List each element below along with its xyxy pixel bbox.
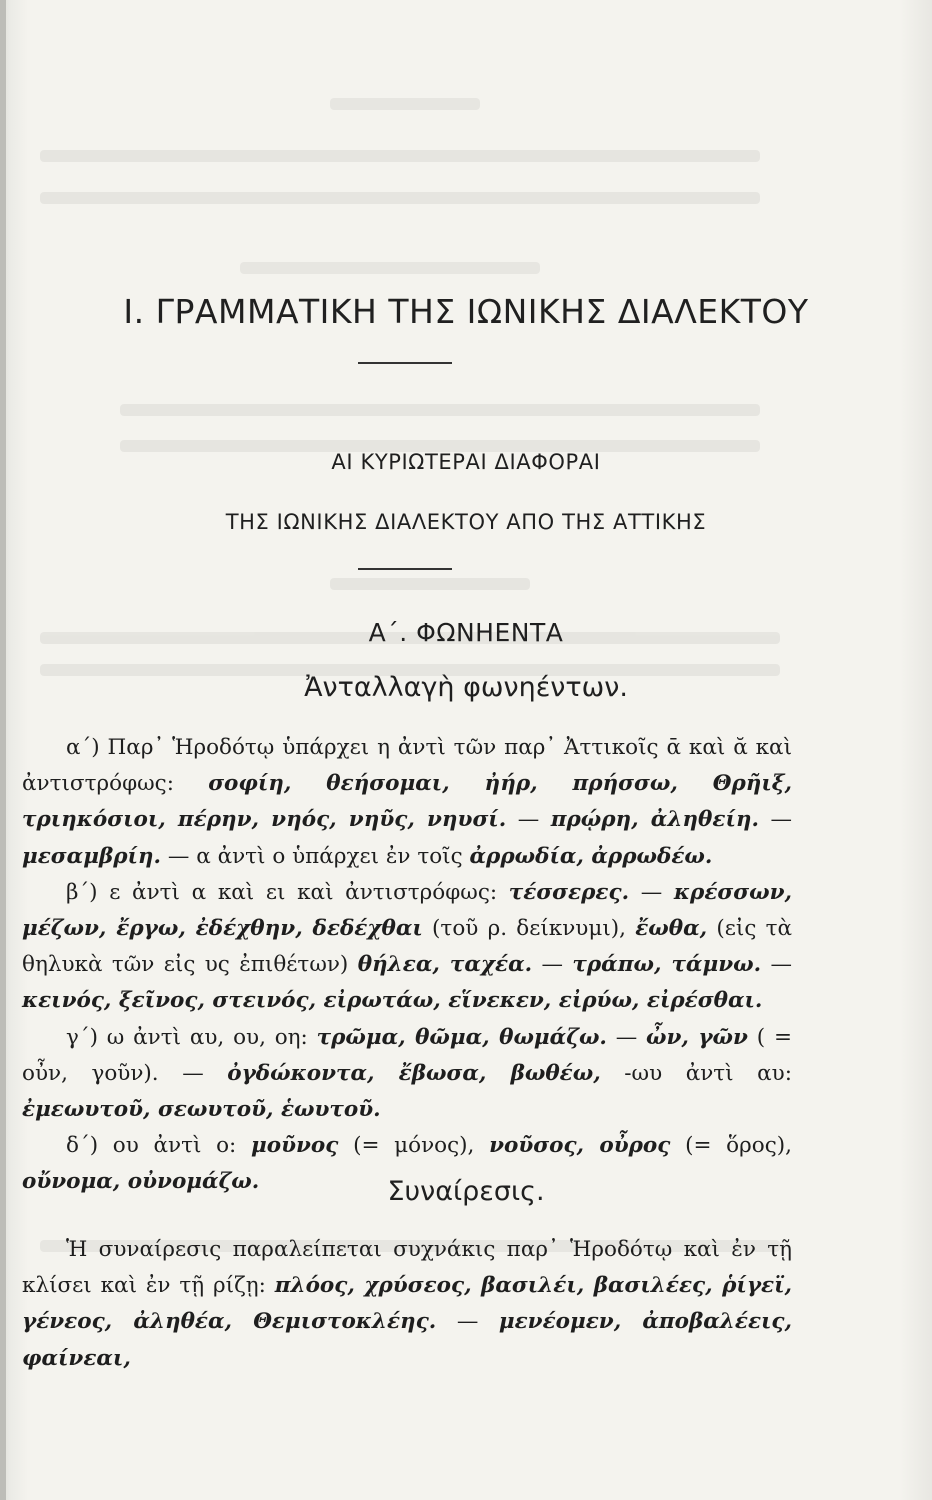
subtitle-line-1: ΑΙ ΚΥΡΙΩΤΕΡΑΙ ΔΙΑΦΟΡΑΙ [331, 450, 601, 474]
paragraph-b-examples-4: θήλεα, ταχέα. [357, 952, 533, 978]
chapter-title: I. ΓΡΑΜΜΑΤΙΚΗ ΤΗΣ ΙΩΝΙΚΗΣ ΔΙΑΛΕΚΤΟΥ [123, 292, 809, 331]
dash: — [517, 807, 540, 833]
subsection-heading-contraction: Συναίρεσις. [387, 1176, 545, 1207]
dash: — [456, 1309, 479, 1335]
divider-rule-bottom [358, 568, 452, 570]
paragraph-a-examples-3: μεσαμβρίη. [22, 843, 162, 869]
dash: — [182, 1060, 204, 1086]
paragraph-a-note: — α ἀντὶ ο ὑπάρχει ἐν τοῖς [167, 843, 463, 869]
paragraph-e-examples-2: μενέομεν, ἀποβαλέεις, φαίνεαι, [22, 1309, 792, 1371]
paragraph-d-examples-3: οὔνομα, οὐνομάζω. [22, 1169, 260, 1195]
paragraph-e-examples-1: πλόος, χρύσεος, βασιλέι, βασιλέες, ῥίγεϊ, γένεος, ἀληθέα, Θεμιστοκλέης. [22, 1273, 792, 1335]
paragraph-c-note-1: ( = οὖν, γοῦν). [22, 1024, 792, 1086]
paragraph-c-examples-4: ἐμεωυτοῦ, σεωυτοῦ, ἑωυτοῦ. [22, 1097, 381, 1123]
dash: — [541, 952, 564, 978]
paragraph-b-note-2: (εἰς τὰ θηλυκὰ τῶν εἰς υς ἐπιθέτων) [22, 916, 793, 978]
paragraph-b-examples-3: ἔωθα, [635, 916, 708, 942]
paragraph-a-intro: α΄) Παρ᾿ Ἡροδότῳ ὑπάρχει η ἀντὶ τῶν παρ᾿ Ἀττικοῖς ᾱ καὶ ᾰ καὶ ἀντιστρόφως: [22, 735, 792, 797]
paragraph-d-note-1: (= μόνος), [353, 1133, 475, 1159]
paragraph-c-examples-2: ὦν, γῶν [646, 1024, 748, 1050]
paragraph-c-examples-1: τρῶμα, θῶμα, θωμάζω. [316, 1024, 607, 1050]
paragraph-b-examples-1: τέσσερες. [508, 879, 630, 905]
paragraph-c-intro: γ΄) ω ἀντὶ αυ, ου, οη: [66, 1024, 308, 1050]
dash: — [615, 1024, 638, 1050]
paragraph-a [22, 730, 792, 875]
paragraph-e [22, 1232, 792, 1377]
paragraph-b [22, 875, 792, 1020]
paragraph-b-examples-2: κρέσσων, μέζων, ἔργω, ἐδέχθην, δεδέχθαι [22, 879, 792, 942]
paragraph-c-examples-3: ὀγδώκοντα, ἔβωσα, βωθέω, [227, 1060, 601, 1086]
section-heading: Α΄. ΦΩΝΗΕΝΤΑ [368, 618, 564, 647]
dash: — [640, 879, 663, 905]
subsection-heading-vowel-exchange: Ἀνταλλαγὴ φωνηέντων. [304, 672, 628, 703]
dash: — [770, 807, 793, 833]
paragraph-c-note-2: -ωυ ἀντὶ αυ: [624, 1060, 792, 1086]
paragraph-a-examples-1: σοφίη, θεήσομαι, ἠήρ, πρήσσω, Θρῆιξ, τριηκόσιοι, πέρην, νηός, νηῦς, νηυσί. [22, 771, 792, 833]
paragraph-b-intro: β΄) ε ἀντὶ α καὶ ει καὶ ἀντιστρόφως: [66, 879, 498, 905]
paragraph-b-note-1: (τοῦ ρ. δείκνυμι), [432, 916, 626, 942]
vowel-exchange-body [22, 730, 792, 1201]
paragraph-c [22, 1020, 792, 1129]
paragraph-d-examples-2: νοῦσος, οὖρος [489, 1133, 671, 1159]
paragraph-d-examples-1: μοῦνος [251, 1133, 339, 1159]
divider-rule-top [358, 362, 452, 364]
paragraph-a-examples-2: πρῴρη, ἀληθείη. [550, 807, 759, 833]
paragraph-b-examples-5: τράπω, τάμνω. [572, 952, 762, 978]
paragraph-b-examples-6: κεινός, ξεῖνος, στεινός, εἰρωτάω, εἵνεκεν, εἰρύω, εἰρέσθαι. [22, 988, 763, 1014]
subtitle-line-2: ΤΗΣ ΙΩΝΙΚΗΣ ΔΙΑΛΕΚΤΟΥ ΑΠΟ ΤΗΣ ΑΤΤΙΚΗΣ [225, 510, 707, 534]
dash: — [770, 952, 792, 978]
contraction-body [22, 1232, 792, 1377]
paragraph-d-intro: δ΄) ου ἀντὶ ο: [66, 1133, 237, 1159]
paragraph-d-note-2: (= ὅρος), [685, 1133, 792, 1159]
paragraph-e-intro: Ἡ συναίρεσις παραλείπεται συχνάκις παρ᾿ Ἡροδότῳ καὶ ἐν τῇ κλίσει καὶ ἐν τῇ ρίζῃ: [22, 1237, 792, 1299]
paragraph-a-examples-4: ἀρρωδία, ἀρρωδέω. [469, 843, 713, 869]
